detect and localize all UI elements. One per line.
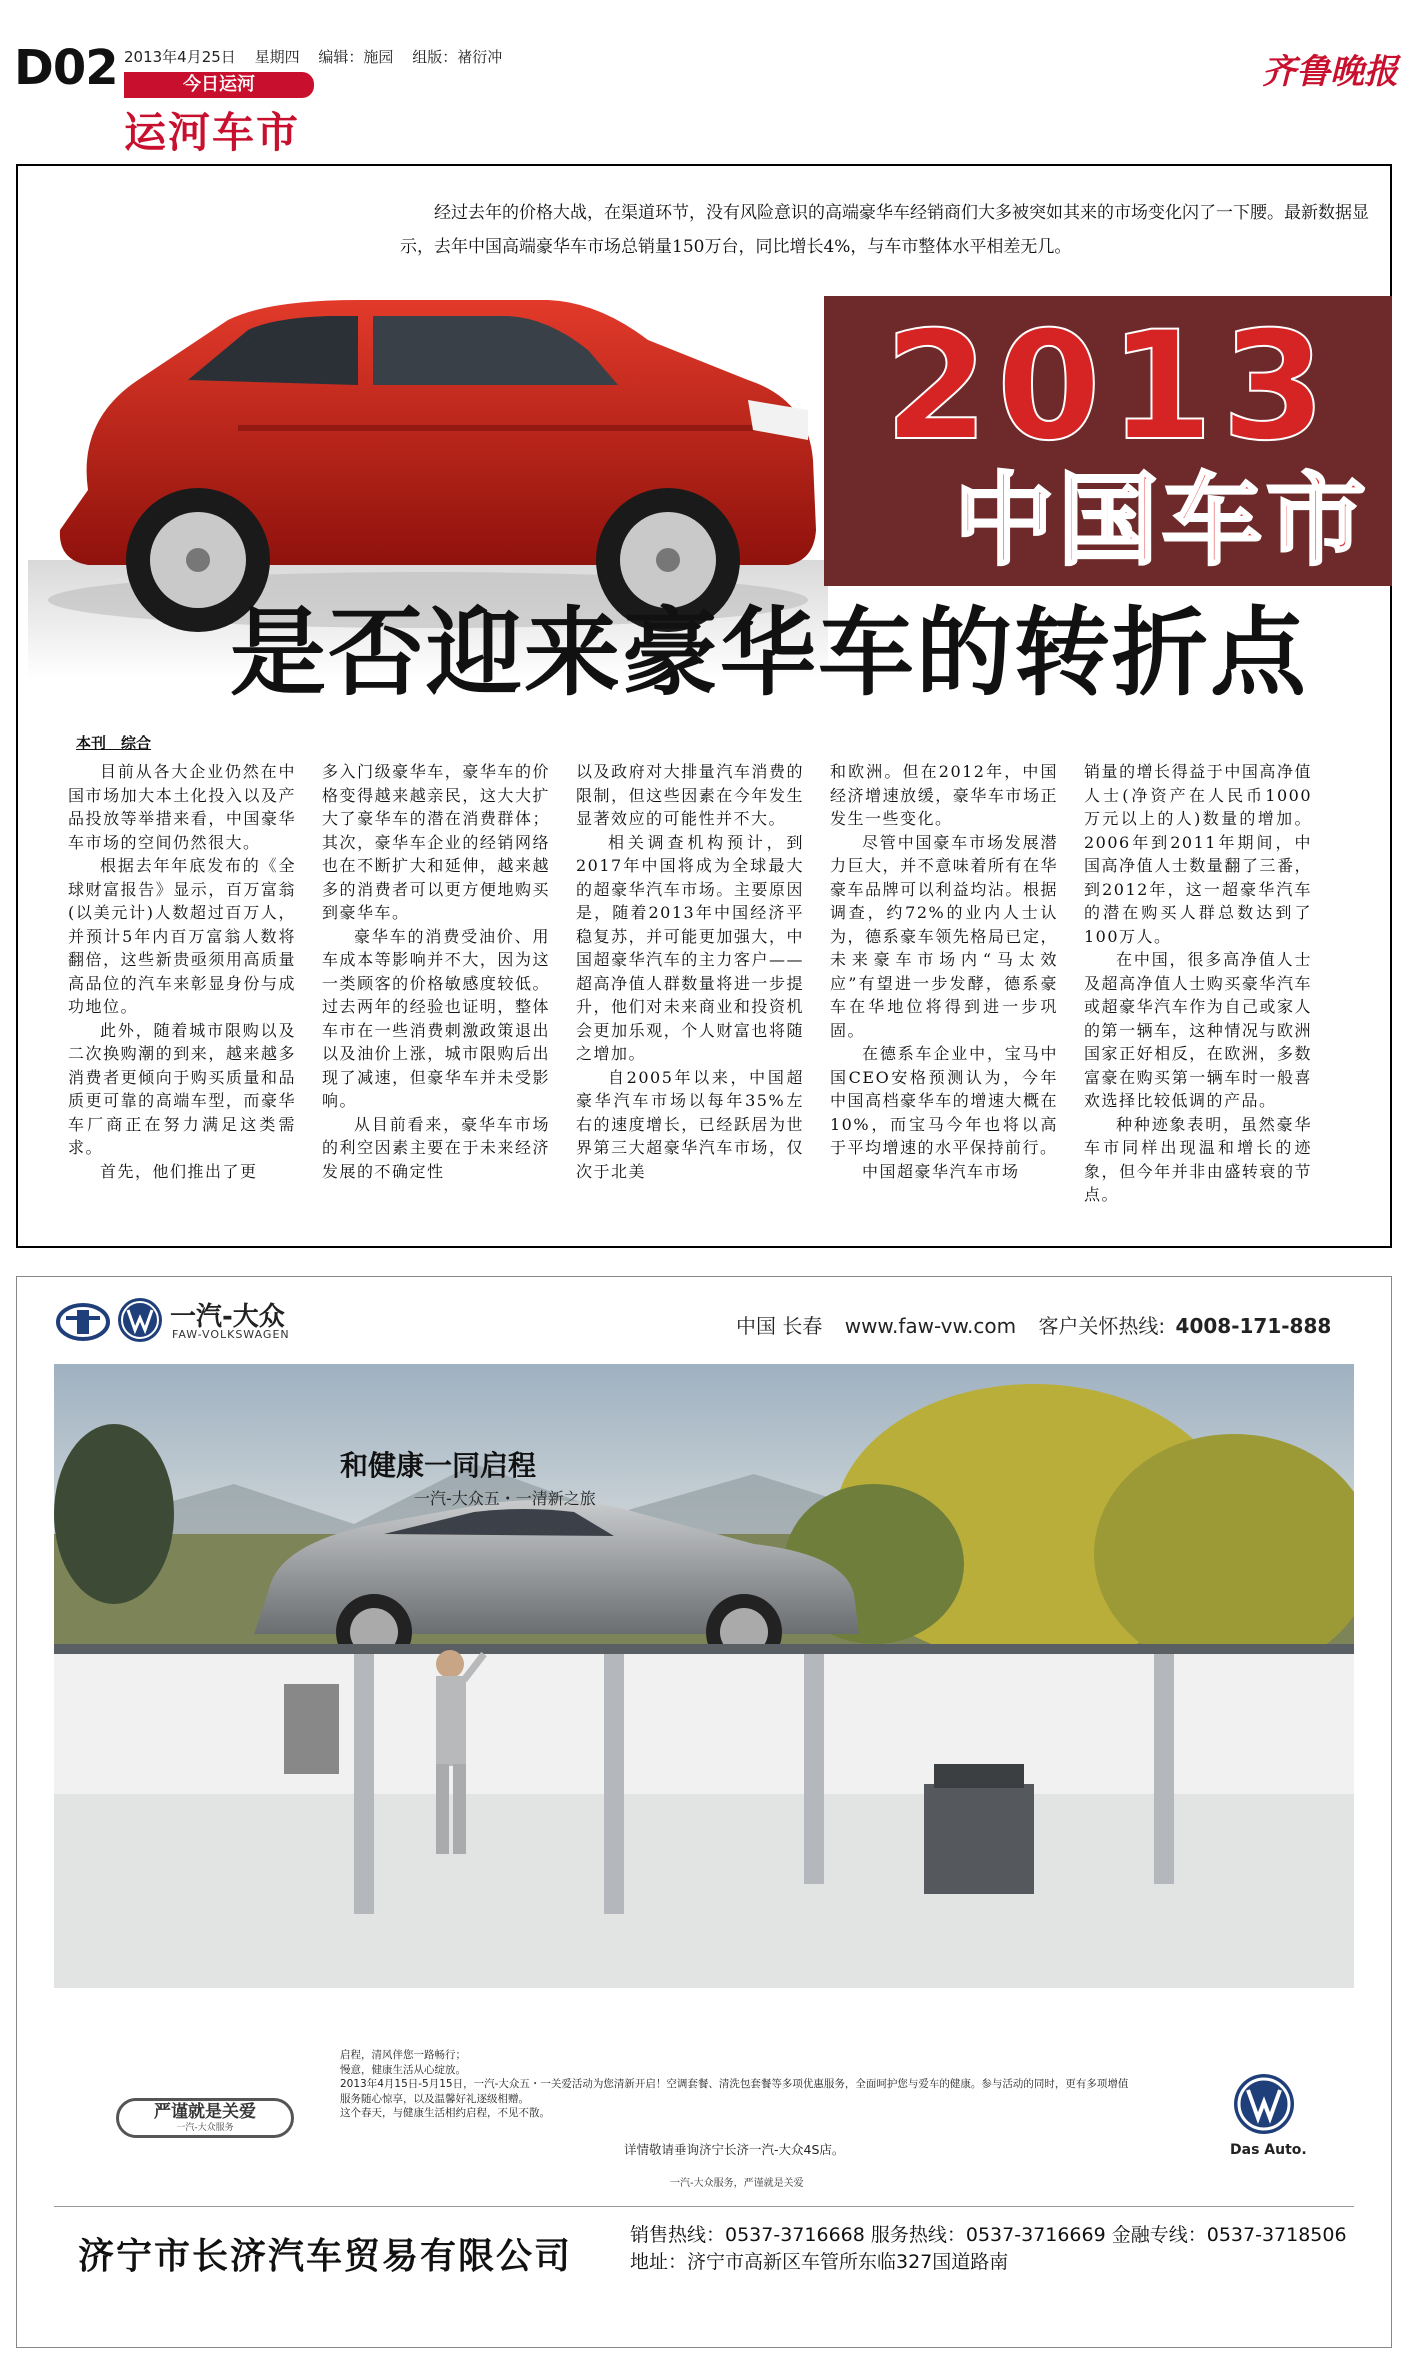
paragraph: 销量的增长得益于中国高净值人士(净资产在人民币1000万元以上的人)数量的增加。2006年到2011年期间，中国高净值人士数量翻了三番，到2012年，这一超豪华汽车的潜在购买人群总数达到了100万人。 bbox=[1084, 762, 1312, 946]
vw-badge-icon bbox=[1232, 2072, 1296, 2136]
ad-copy-line: 启程，清风伴您一路畅行； bbox=[340, 2049, 466, 2061]
article-column-5 bbox=[1084, 760, 1312, 1228]
ad-copy-line: 慢意，健康生活从心绽放。 bbox=[340, 2063, 466, 2076]
ad-copy-line: 2013年4月15日-5月15日，一汽-大众五・一关爱活动为您清新开启！空调套餐、清洗包套餐等多项优惠服务，全面呵护您与爱车的健康。参与活动的同时，更有多项增值服务随心惊享，以及温馨好礼逐级相赠。 bbox=[340, 2078, 1129, 2105]
paragraph: 多入门级豪华车，豪华车的价格变得越来越亲民，这大大扩大了豪华车的潜在消费群体；其次，豪华车企业的经销网络也在不断扩大和延伸，越来越多的消费者可以更方便地购买到豪华车。 bbox=[322, 762, 550, 922]
article-deck: 经过去年的价格大战，在渠道环节，没有风险意识的高端豪华车经销商们大多被突如其来的市场变化闪了一下腰。最新数据显示，去年中国高端豪华车市场总销量150万台，同比增长4%，与车市整体水平相差无几。 bbox=[400, 203, 1369, 257]
paragraph: 尽管中国豪车市场发展潜力巨大，并不意味着所有在华豪车品牌可以利益均沾。根据调查，约72%的业内人士认为，德系豪车领先格局已定，未来豪车市场内“马太效应”有望进一步发酵，德系豪车在华地位将得到进一步巩固。 bbox=[830, 832, 1058, 1040]
paragraph: 豪华车的消费受油价、用车成本等影响并不大，因为这一类顾客的价格敏感度较低。过去两年的经验也证明，整体车市在一些消费刺激政策退出以及油价上涨，城市限购后出现了减速，但豪华车并未受影响。 bbox=[322, 926, 550, 1110]
ad-brand-en: FAW-VOLKSWAGEN bbox=[172, 1328, 290, 1341]
ad-body-copy bbox=[340, 2048, 1130, 2121]
article-column-2 bbox=[322, 760, 550, 1228]
banner-year: 2013 bbox=[884, 300, 1334, 474]
paragraph: 在德系车企业中，宝马中国CEO安格预测认为，今年中国高档豪华车的增速大概在10%，而宝马今年也将以高于平均增速的水平保持前行。 bbox=[830, 1044, 1058, 1157]
faw-logo-icon bbox=[56, 1302, 110, 1342]
paragraph: 和欧洲。但在2012年，中国经济增速放缓，豪华车市场正发生一些变化。 bbox=[830, 762, 1058, 828]
paragraph: 以及政府对大排量汽车消费的限制，但这些因素在今年发生显著效应的可能性并不大。 bbox=[576, 762, 804, 828]
paragraph: 根据去年年底发布的《全球财富报告》显示，百万富翁(以美元计)人数超过百万人，并预计5年内百万富翁人数将翻倍，这些新贵亟须用高质量高品位的汽车来彰显身份与成功地位。 bbox=[68, 856, 296, 1016]
ad-copy-line: 这个春天，与健康生活相约启程，不见不散。 bbox=[340, 2107, 550, 2119]
page-number: D02 bbox=[14, 40, 118, 96]
ad-contact-bar bbox=[736, 1310, 1347, 1339]
ad-website: www.faw-vw.com bbox=[844, 1314, 1017, 1338]
paragraph: 自2005年以来，中国超豪华汽车市场以每年35%左右的速度增长，已经跃居为世界第三大超豪华汽车市场，仅次于北美 bbox=[576, 1067, 804, 1181]
service-brand-badge bbox=[116, 2098, 294, 2138]
column-title: 运河车市 bbox=[124, 108, 301, 157]
article-column-1 bbox=[68, 760, 296, 1228]
dealer-address: 地址：济宁市高新区车管所东临327国道路南 bbox=[630, 2251, 1009, 2273]
ad-hotline-label: 客户关怀热线: bbox=[1038, 1314, 1166, 1338]
paragraph: 中国超豪华汽车市场 bbox=[862, 1161, 1020, 1181]
paragraph: 此外，随着城市限购以及二次换购潮的到来，越来越多消费者更倾向于购买质量和品质更可靠的高端车型，而豪华车厂商正在努力满足这类需求。 bbox=[68, 1020, 296, 1157]
newspaper-logo: 齐鲁晚报 bbox=[1262, 52, 1398, 92]
column-tag: 今日运河 bbox=[124, 72, 314, 98]
ad-slogan: 和健康一同启程 bbox=[340, 1449, 537, 1482]
article-column-4 bbox=[830, 760, 1058, 1228]
layout-credit: 组版：禇衍冲 bbox=[412, 48, 503, 66]
paragraph: 在中国，很多高净值人士及超高净值人士购买豪华汽车或超豪华汽车作为自己或家人的第一辆车，这种情况与欧洲国家正好相反，在欧洲，多数富豪在购买第一辆车时一般喜欢选择比较低调的产品。 bbox=[1084, 950, 1312, 1110]
paragraph: 目前从各大企业仍然在中国市场加大本土化投入以及产品投放等举措来看，中国豪华车市场的空间仍然很大。 bbox=[68, 762, 296, 852]
issue-meta bbox=[124, 46, 516, 67]
article-headline: 是否迎来豪华车的转折点 bbox=[230, 597, 1308, 709]
paragraph: 种种迹象表明，虽然豪华车市同样出现温和增长的迹象，但今年并非由盛转衰的节点。 bbox=[1084, 1114, 1312, 1204]
vw-tagline: Das Auto. bbox=[1230, 2142, 1307, 2158]
ad-service-motto: 一汽-大众服务，严谨就是关爱 bbox=[670, 2178, 804, 2189]
article-body bbox=[68, 760, 1388, 1228]
ad-hotline: 4008-171-888 bbox=[1175, 1314, 1332, 1338]
banner-subtitle: 中国车市 bbox=[954, 462, 1370, 579]
ad-garage-photo bbox=[54, 1364, 1354, 1988]
ad-tagline: 一汽-大众五・一清新之旅 bbox=[414, 1489, 596, 1508]
service-badge-sub: 一汽-大众服务 bbox=[176, 2123, 234, 2133]
editor-credit: 编辑：施园 bbox=[318, 48, 394, 66]
issue-weekday: 星期四 bbox=[254, 48, 300, 66]
dealer-name: 济宁市长济汽车贸易有限公司 bbox=[78, 2236, 573, 2277]
ad-inquiry-note: 详情敬请垂询济宁长济一汽-大众4S店。 bbox=[624, 2142, 845, 2157]
ad-location: 中国 长春 bbox=[736, 1314, 823, 1338]
dealer-phone-lines: 销售热线：0537-3716668 服务热线：0537-3716669 金融专线：0537-3718506 bbox=[630, 2224, 1347, 2246]
article-byline: 本刊 综合 bbox=[76, 734, 152, 752]
dealer-contact bbox=[630, 2222, 1347, 2276]
service-badge-main: 严谨就是关爱 bbox=[154, 2102, 256, 2122]
paragraph: 相关调查机构预计，到2017年中国将成为全球最大的超豪华汽车市场。主要原因是，随着2013年中国经济平稳复苏，并可能更加强大，中国超豪华汽车的主力客户——超高净值人群数量将进一步提升，他们对未来商业和投资机会更加乐观，个人财富也将随之增加。 bbox=[576, 832, 804, 1063]
paragraph: 从目前看来，豪华车市场的利空因素主要在于未来经济发展的不确定性 bbox=[322, 1114, 550, 1181]
ad-brand-cn: 一汽-大众 bbox=[170, 1302, 285, 1332]
article-column-3 bbox=[576, 760, 804, 1228]
paragraph: 首先，他们推出了更 bbox=[100, 1161, 258, 1181]
vw-logo-icon bbox=[116, 1296, 164, 1344]
issue-date: 2013年4月25日 bbox=[124, 48, 236, 66]
